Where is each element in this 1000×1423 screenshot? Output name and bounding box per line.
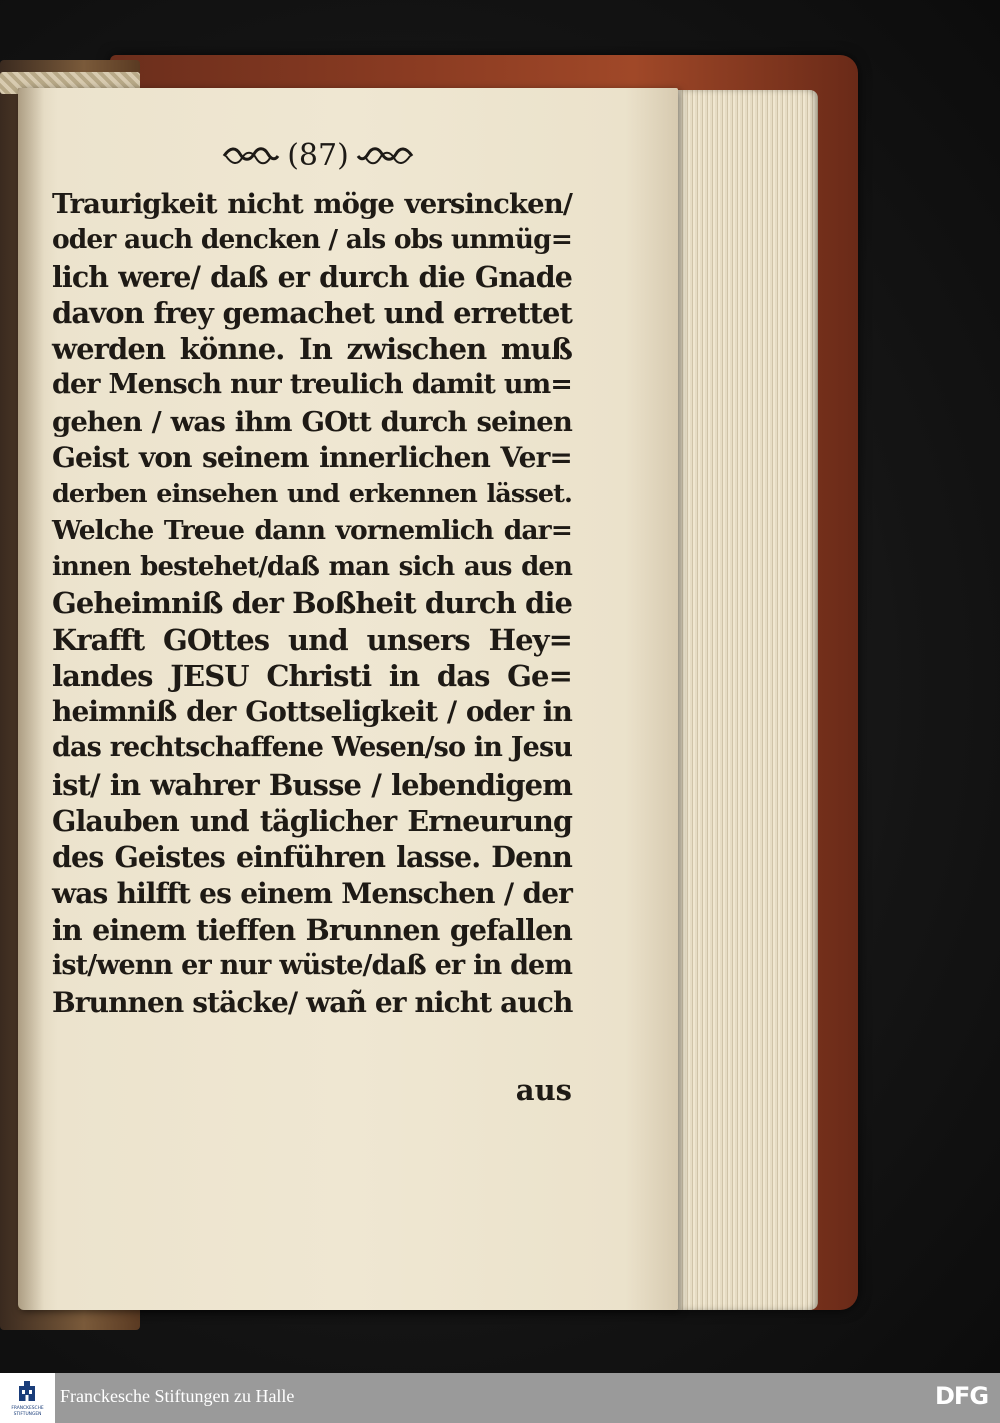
text-line: was hilfft es einem Menschen / der (52, 876, 572, 910)
text-line: Traurigkeit nicht möge versincken/ (52, 188, 572, 220)
logo-text-line1: FRANCKESCHE (11, 1406, 44, 1411)
page-number: (87) (287, 138, 349, 173)
institution-logo[interactable] (0, 1373, 55, 1423)
logo-caption (2, 1406, 53, 1417)
page-block-edges (670, 90, 818, 1310)
text-line: innen bestehet/daß man sich aus den (52, 551, 572, 582)
page-gutter (18, 88, 44, 1310)
footer-bar (0, 1373, 1000, 1423)
dfg-logo[interactable]: DFG (935, 1382, 989, 1410)
logo-text-line2: STIFTUNGEN (13, 1411, 42, 1417)
text-line: ist/ in wahrer Busse / lebendigem (52, 767, 572, 802)
text-line: der Mensch nur treulich damit um= (52, 369, 572, 401)
book-page (18, 88, 678, 1310)
text-line: gehen / was ihm GOtt durch seinen (52, 405, 572, 438)
text-line: davon frey gemachet und errettet (52, 295, 572, 330)
text-line: des Geistes einführen lasse. Denn (52, 840, 572, 875)
text-line: oder auch dencken / als obs unmüg= (52, 224, 572, 256)
page-header (208, 138, 428, 186)
text-line: Geheimniß der Boßheit durch die (52, 586, 573, 621)
text-line: Geist von seinem innerlichen Ver= (52, 441, 572, 475)
text-line: ist/wenn er nur wüste/daß er in dem (52, 950, 572, 982)
institution-name[interactable]: Franckesche Stiftungen zu Halle (60, 1386, 295, 1406)
text-line: Glauben und täglicher Erneurung (52, 804, 572, 839)
text-line: derben einsehen und erkennen lässet. (52, 479, 572, 510)
building-icon (16, 1379, 38, 1403)
text-line: Krafft GOttes und unsers Hey= (52, 622, 572, 657)
text-line: heimniß der Gottseligkeit / oder in (52, 695, 572, 729)
text-line: landes JESU Christi in das Ge= (52, 658, 572, 693)
text-line: in einem tieffen Brunnen gefallen (52, 912, 572, 947)
page-text (52, 186, 572, 1021)
text-line: werden könne. In zwischen muß (52, 332, 572, 367)
left-ornament-icon (222, 145, 280, 167)
catchword: aus (515, 1073, 572, 1107)
right-ornament-icon (356, 145, 414, 167)
text-line: lich were/ daß er durch die Gnade (52, 259, 572, 294)
text-line: das rechtschaffene Wesen/so in Jesu (52, 732, 572, 764)
text-line: Welche Treue dann vornemlich dar= (52, 514, 572, 546)
text-line: Brunnen stäcke/ wañ er nicht auch (52, 985, 573, 1019)
